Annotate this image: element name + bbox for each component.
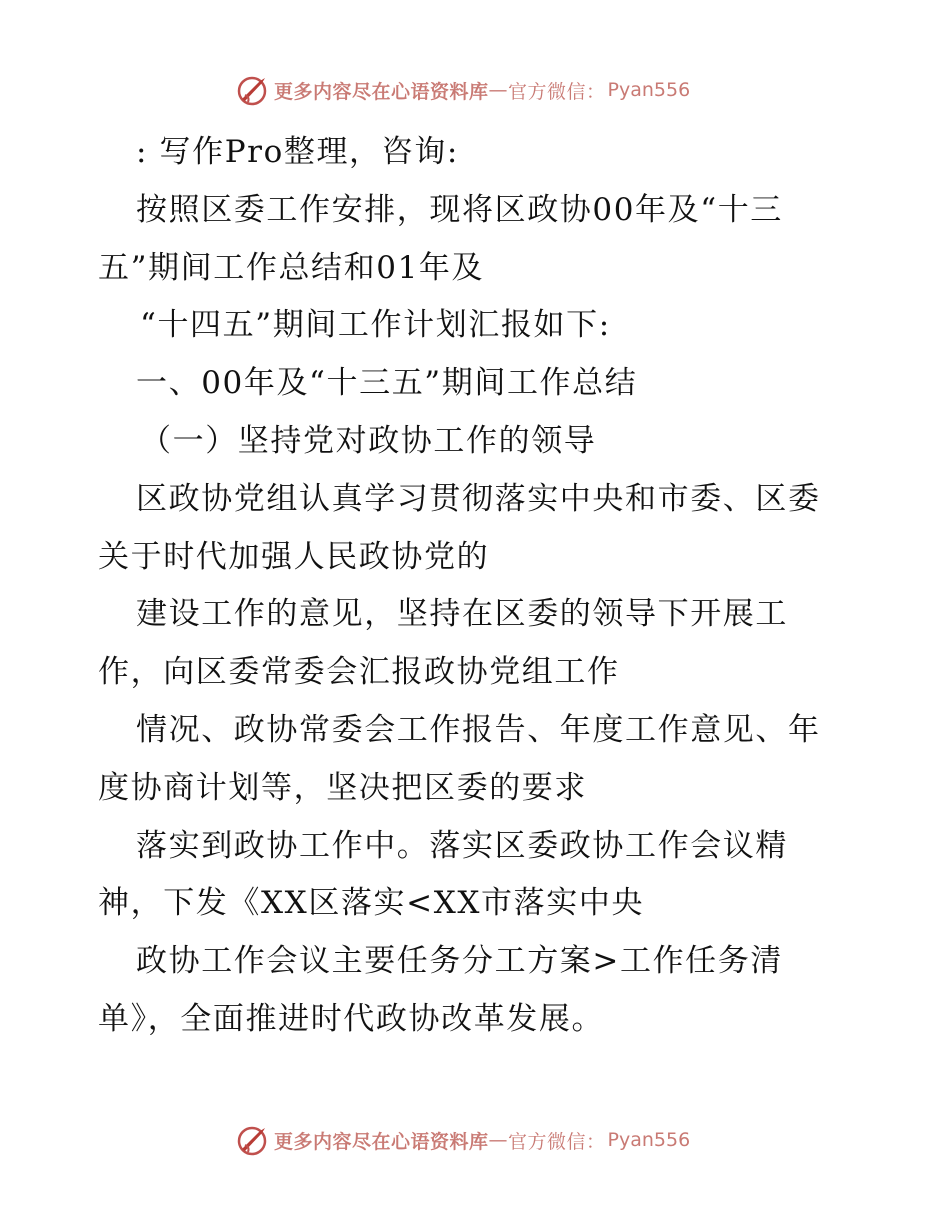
text-line: 落实到政协工作中。落实区委政协工作会议精 (136, 827, 788, 864)
pen-logo-icon (236, 73, 270, 107)
text-line: 单》，全面推进时代政协改革发展。 (98, 1000, 605, 1037)
text-line: 关于时代加强人民政协党的 (98, 538, 490, 575)
text-line: 神，下发《XX区落实<XX市落实中央 (98, 885, 645, 922)
watermark-footer (236, 1122, 690, 1158)
text-line: 建设工作的意见，坚持在区委的领导下开展工 (136, 596, 788, 633)
text-line: 政协工作会议主要任务分工方案>工作任务清 (136, 943, 783, 980)
watermark-main-text: 更多内容尽在心语资料库 (274, 1130, 489, 1153)
text-line: 五”期间工作总结和01年及 (98, 249, 485, 286)
text-line: : 写作Pro整理，咨询: (136, 134, 459, 170)
text-line: “十四五”期间工作计划汇报如下: (140, 307, 611, 344)
watermark-sub-text: 官方微信： (508, 80, 606, 103)
subsection-heading: （一）坚持党对政协工作的领导 (140, 422, 597, 459)
watermark-header (236, 72, 690, 108)
watermark-dash: — (488, 79, 509, 101)
section-heading: 一、00年及“十三五”期间工作总结 (136, 365, 638, 402)
text-line: 作，向区委常委会汇报政协党组工作 (98, 654, 620, 691)
text-line: 按照区委工作安排，现将区政协00年及“十三 (136, 191, 783, 228)
watermark-sub-text: 官方微信： (508, 1130, 606, 1153)
text-line: 度协商计划等，坚决把区委的要求 (98, 769, 587, 806)
watermark-dash: — (488, 1129, 509, 1151)
document-body (98, 124, 858, 1049)
pen-logo-icon (236, 1123, 270, 1157)
watermark-main-text: 更多内容尽在心语资料库 (274, 80, 489, 103)
text-line: 情况、政协常委会工作报告、年度工作意见、年 (136, 711, 821, 748)
text-line: 区政协党组认真学习贯彻落实中央和市委、区委 (136, 480, 821, 517)
watermark-wechat-id: Pyan556 (607, 1129, 691, 1151)
watermark-wechat-id: Pyan556 (607, 79, 691, 101)
